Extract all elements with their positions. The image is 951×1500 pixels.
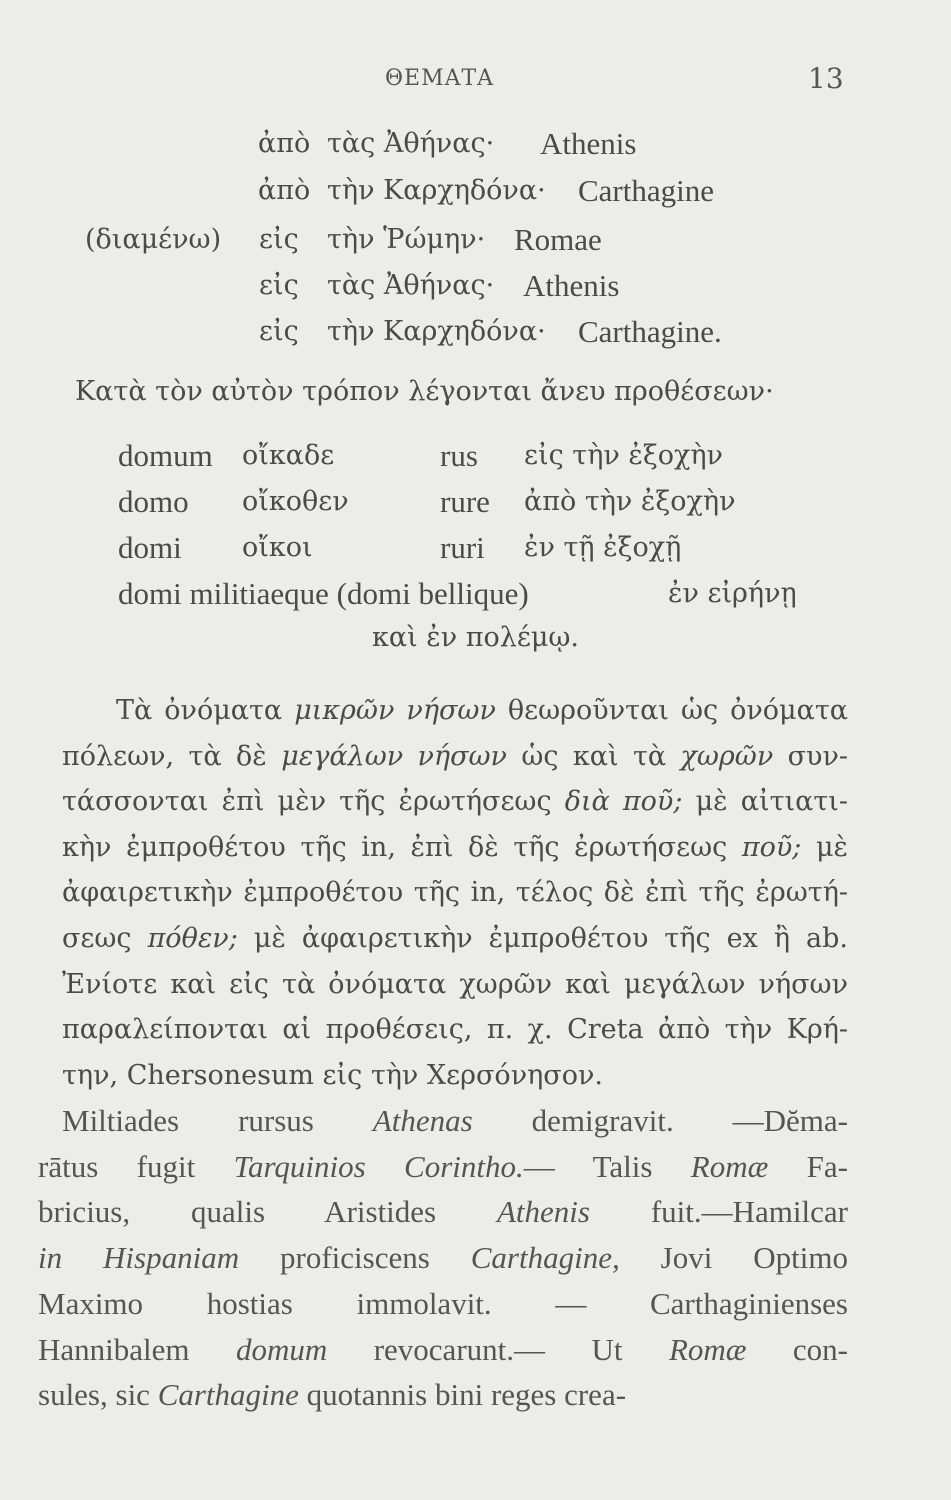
greek-word: ἐν τῇ ἐξοχῇ: [524, 532, 682, 563]
phrase-preposition: ἀπὸ: [258, 128, 311, 159]
text-segment: μὲ ἀφαιρετικὴν ἐμπροθέτου τῆς ex ἢ ab.: [237, 922, 848, 954]
italic-text: μεγάλων νήσων: [281, 740, 507, 772]
explanation-paragraph: [62, 688, 848, 1098]
text-segment: fuit.—Hamilcar: [590, 1194, 848, 1230]
text-segment: τάσσονται ἐπὶ μὲν τῆς ἐρωτήσεως: [62, 786, 565, 818]
text-line: [38, 1098, 848, 1144]
greek-phrase: ἐν εἰρήνῃ: [668, 578, 797, 609]
phrase-preposition: εἰς: [259, 270, 299, 301]
text-segment: Fa-: [768, 1148, 848, 1184]
text-segment: Miltiades rursus: [62, 1103, 373, 1138]
italic-text: χωρῶν: [680, 740, 774, 772]
italic-text: πόθεν;: [147, 922, 238, 954]
text-segment: revocarunt.— Ut: [327, 1331, 669, 1367]
text-line: [62, 1053, 848, 1099]
text-line: [62, 962, 848, 1008]
italic-text: ποῦ;: [741, 831, 802, 863]
phrase-latin: Carthagine: [578, 173, 715, 208]
text-line: [62, 825, 848, 871]
italic-text: Athenas: [372, 1103, 473, 1138]
text-segment: κὴν ἐμπροθέτου τῆς in, ἐπὶ δὲ τῆς ἐρωτήσεως: [62, 831, 742, 863]
text-line: [38, 1235, 848, 1281]
phrase-preposition: ἀπὸ: [258, 175, 311, 206]
text-segment: Τὰ ὀνόματα: [116, 695, 295, 726]
text-segment: proficiscens: [239, 1240, 471, 1276]
latin-word: rure: [440, 484, 490, 519]
page-number: 13: [808, 62, 844, 95]
text-segment: rātus fugit: [38, 1148, 234, 1184]
text-line: [62, 1007, 848, 1053]
latin-word: domi: [118, 530, 182, 565]
greek-word: οἴκοθεν: [242, 486, 349, 517]
italic-text: in Hispaniam: [38, 1240, 240, 1276]
text-segment: Hannibalem: [38, 1331, 236, 1367]
italic-text: Romæ: [668, 1331, 747, 1367]
italic-text: μικρῶν νήσων: [294, 695, 496, 726]
phrase-latin: Romae: [514, 222, 602, 257]
greek-word: οἴκοι: [242, 532, 313, 563]
text-segment: σεως: [62, 922, 148, 954]
latin-word: domo: [118, 484, 189, 519]
text-line: [38, 1189, 848, 1235]
text-line: [62, 779, 848, 825]
text-segment: μὲ αἰτιατι-: [682, 786, 848, 818]
greek-word: ἀπὸ τὴν ἐξοχὴν: [524, 486, 736, 517]
text-line: [38, 1281, 848, 1327]
text-line: [38, 1327, 848, 1373]
text-segment: con-: [746, 1331, 848, 1367]
running-header-title: ΘΕΜΑΤΑ: [385, 66, 495, 91]
phrase-prefix: (διαμένω): [85, 224, 222, 255]
exercise-paragraph: [38, 1098, 848, 1418]
italic-text: Carthagine: [157, 1377, 299, 1413]
text-line: [38, 1144, 848, 1190]
text-line: [62, 734, 848, 780]
text-segment: παραλείπονται αἱ προθέσεις, π. χ. Creta ἀπὸ τὴν Κρή-: [62, 1014, 848, 1046]
latin-word: rus: [440, 438, 478, 473]
phrase-greek: τὴν Ῥώμην·: [327, 224, 486, 255]
text-line: [62, 688, 848, 734]
text-line: [62, 916, 848, 962]
italic-text: Tarquinios Corintho.: [233, 1148, 524, 1184]
intro-text: Κατὰ τὸν αὐτὸν τρόπον λέγονται ἄνευ προθέσεων·: [75, 376, 774, 407]
text-segment: ἀφαιρετικὴν ἐμπροθέτου τῆς in, τέλος δὲ ἐπὶ τῆς ἐρωτή-: [62, 877, 848, 909]
phrase-greek: τὰς Ἀθήνας·: [327, 270, 495, 301]
latin-word: ruri: [440, 530, 485, 565]
text-segment: Jovi Optimo: [619, 1240, 848, 1276]
text-segment: demigravit. —Dĕma-: [472, 1103, 849, 1138]
text-segment: quotannis bini reges crea-: [298, 1377, 627, 1413]
phrase-latin: Athenis: [540, 126, 637, 161]
text-segment: μὲ: [801, 831, 848, 863]
phrase-latin: Athenis: [523, 268, 620, 303]
phrase-latin: Carthagine.: [578, 314, 722, 349]
italic-text: Athenis: [497, 1194, 590, 1230]
text-segment: — Talis: [523, 1148, 691, 1184]
text-segment: Maximo hostias immolavit. — Carthaginienses: [38, 1285, 848, 1321]
text-segment: θεωροῦνται ὡς ὀνόματα: [495, 695, 849, 726]
latin-word: domum: [118, 438, 213, 473]
phrase-preposition: εἰς: [259, 224, 299, 255]
text-segment: Ἐνίοτε καὶ εἰς τὰ ὀνόματα χωρῶν καὶ μεγάλων νήσων: [62, 968, 848, 1000]
greek-word: εἰς τὴν ἐξοχὴν: [524, 440, 723, 471]
text-segment: πόλεων, τὰ δὲ: [62, 740, 282, 772]
phrase-greek: τὴν Καρχηδόνα·: [327, 175, 546, 206]
italic-text: Carthagine,: [470, 1240, 620, 1276]
text-line: [38, 1372, 848, 1418]
italic-text: Romæ: [690, 1148, 769, 1184]
greek-word: οἴκαδε: [242, 440, 335, 471]
phrase-greek: τὰς Ἀθήνας·: [327, 128, 495, 159]
text-segment: την, Chersonesum εἰς τὴν Χερσόνησον.: [62, 1059, 603, 1091]
phrase-preposition: εἰς: [259, 316, 299, 347]
text-segment: ὡς καὶ τὰ: [506, 740, 681, 772]
text-segment: sules, sic: [38, 1377, 158, 1413]
italic-text: διὰ ποῦ;: [564, 786, 683, 818]
text-line: [62, 870, 848, 916]
phrase-greek: τὴν Καρχηδόνα·: [327, 316, 546, 347]
latin-phrase: domi militiaeque (domi bellique): [118, 576, 529, 611]
italic-text: domum: [235, 1331, 328, 1367]
greek-phrase-continued: καὶ ἐν πολέμῳ.: [372, 622, 580, 653]
text-segment: bricius, qualis Aristides: [38, 1194, 497, 1230]
text-segment: συν-: [773, 740, 849, 772]
